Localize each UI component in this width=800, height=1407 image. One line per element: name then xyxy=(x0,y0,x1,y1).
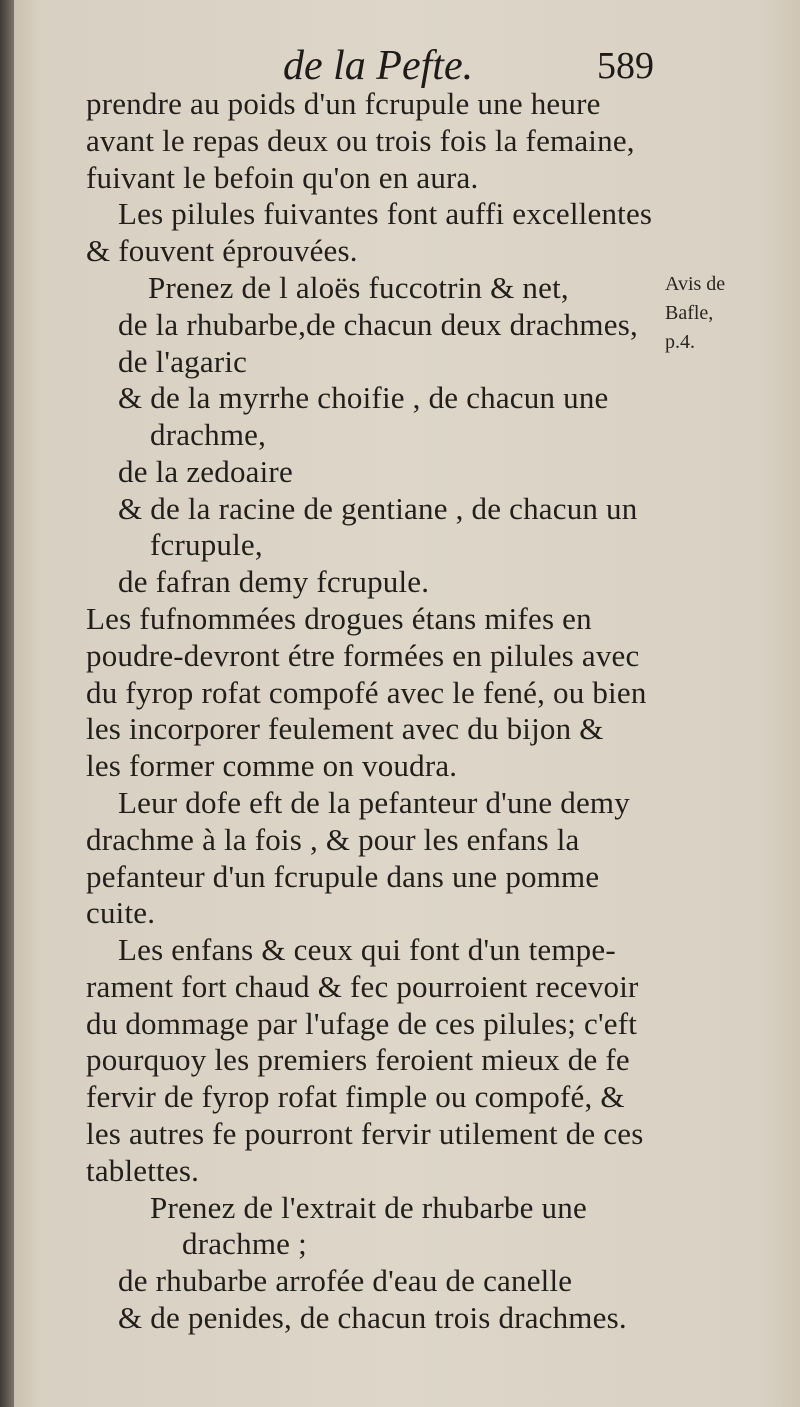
text-line: drachme ; xyxy=(182,1226,307,1261)
text-line: Les fufnommées drogues étans mifes en xyxy=(86,601,592,636)
text-line: les autres fe pourront fervir utilement de ces xyxy=(86,1116,644,1151)
text-line: rament fort chaud & fec pourroient recevoir xyxy=(86,969,639,1004)
text-line: Leur dofe eft de la pefanteur d'une demy xyxy=(118,785,630,820)
text-line: les former comme on voudra. xyxy=(86,748,458,783)
text-line: du fyrop rofat compofé avec le fené, ou bien xyxy=(86,675,647,710)
text-line: drachme, xyxy=(150,417,267,452)
text-line: poudre-devront étre formées en pilules avec xyxy=(86,638,640,673)
text-line: Prenez de l'extrait de rhubarbe une xyxy=(150,1190,587,1225)
text-line: de la zedoaire xyxy=(118,454,293,489)
text-line: prendre au poids d'un fcrupule une heure xyxy=(86,86,601,121)
text-line: Prenez de l aloës fuccotrin & net, xyxy=(148,270,569,305)
text-line: drachme à la fois , & pour les enfans la xyxy=(86,822,580,857)
text-line: de rhubarbe arrofée d'eau de canelle xyxy=(118,1263,573,1298)
margin-note-line: Bafle, xyxy=(665,302,714,324)
text-line: les incorporer feulement avec du bijon & xyxy=(86,711,604,746)
text-line: fcrupule, xyxy=(150,527,263,562)
binding-gutter xyxy=(0,0,14,1407)
text-line: avant le repas deux ou trois fois la femaine, xyxy=(86,123,635,158)
text-line: de la rhubarbe,de chacun deux drachmes, xyxy=(118,307,638,342)
page-number: 589 xyxy=(597,45,654,87)
text-line: & de la myrrhe choifie , de chacun une xyxy=(118,380,609,415)
text-line: tablettes. xyxy=(86,1153,200,1188)
text-line: pourquoy les premiers feroient mieux de fe xyxy=(86,1042,630,1077)
margin-note-line: Avis de xyxy=(665,273,726,295)
text-line: de fafran demy fcrupule. xyxy=(118,564,430,599)
text-line: fuivant le befoin qu'on en aura. xyxy=(86,160,479,195)
text-line: & fouvent éprouvées. xyxy=(86,233,358,268)
text-line: & de la racine de gentiane , de chacun un xyxy=(118,491,638,526)
margin-note xyxy=(665,270,725,357)
text-line: & de penides, de chacun trois drachmes. xyxy=(118,1300,627,1335)
text-line: de l'agaric xyxy=(118,344,248,379)
text-line: fervir de fyrop rofat fimple ou compofé, & xyxy=(86,1079,625,1114)
text-line: cuite. xyxy=(86,895,156,930)
margin-note-line: p.4. xyxy=(665,331,695,353)
text-line: Les pilules fuivantes font auffi excellentes xyxy=(118,196,653,231)
text-line: pefanteur d'un fcrupule dans une pomme xyxy=(86,859,600,894)
running-head: de la Pefte. xyxy=(283,43,474,89)
text-line: Les enfans & ceux qui font d'un tempe- xyxy=(118,932,616,967)
text-line: du dommage par l'ufage de ces pilules; c'eft xyxy=(86,1006,638,1041)
